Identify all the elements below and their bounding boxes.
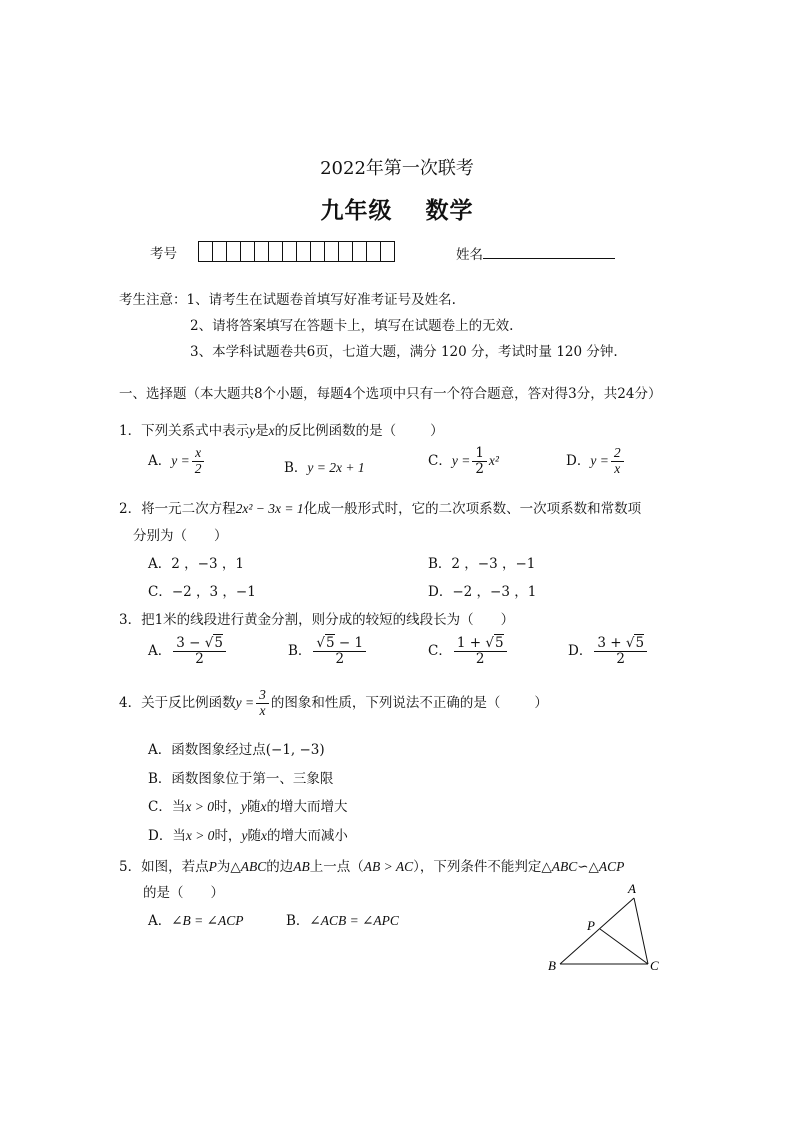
fraction [594, 636, 647, 667]
q1-text: 的反比例函数的是（ [274, 423, 397, 439]
math: y = [235, 694, 255, 710]
notice-line-1 [119, 288, 456, 308]
fraction [472, 446, 487, 477]
fraction-numerator [454, 636, 507, 652]
fraction-denominator: x [259, 702, 266, 718]
q3-option-d[interactable] [568, 636, 649, 667]
q5-text: 上一点（ [309, 859, 364, 875]
math: x > 0 [185, 799, 214, 814]
fraction-denominator: 2 [475, 460, 484, 477]
fraction-numerator [173, 636, 226, 652]
q5-text: 的边 [266, 859, 294, 875]
radicand: 5 [635, 635, 645, 651]
math: AB > AC [363, 859, 414, 874]
option-text: D．当 [148, 828, 186, 844]
radicand: 5 [214, 635, 223, 651]
option-text: C．当 [148, 799, 186, 815]
name-blank-line[interactable] [483, 244, 615, 259]
q4-option-c[interactable] [148, 795, 347, 815]
question-2-stem-cont: 分别为（ ） [133, 528, 228, 544]
math: x² [488, 452, 499, 468]
q1-var-x: x [268, 423, 275, 438]
q4-text: 4．关于反比例函数 [119, 694, 236, 711]
fraction [192, 446, 205, 477]
sqrt-sign: √ [316, 635, 326, 651]
math: y = [590, 452, 609, 468]
q4-text: ） [534, 694, 548, 711]
option-text: 时， [213, 799, 241, 815]
question-3-stem: 3．把1米的线段进行黄金分割，则分成的较短的线段长为（ ） [119, 612, 515, 628]
q4-option-a[interactable] [148, 738, 325, 758]
fraction [256, 688, 269, 719]
question-2-stem [119, 497, 641, 517]
q3-option-b[interactable] [288, 636, 368, 667]
exam-number-boxes[interactable] [198, 241, 395, 262]
radicand: 5 [494, 635, 504, 651]
label-b: B [548, 958, 556, 973]
fraction-denominator: 2 [194, 460, 202, 476]
math: AB [293, 859, 310, 874]
q2-option-a[interactable]: A．2 ，−3 ，1 [148, 556, 244, 572]
question-4-stem [119, 688, 548, 719]
math: x > 0 [185, 828, 215, 843]
fraction-numerator: 1 [472, 446, 487, 462]
fraction-numerator: x [192, 446, 204, 462]
fraction-numerator [313, 636, 366, 652]
fraction-denominator: 2 [475, 650, 485, 667]
option-label: D． [566, 452, 591, 469]
fraction-numerator: 3 [256, 688, 269, 704]
q4-option-d[interactable] [148, 824, 348, 844]
notice-item: 1、请考生在试题卷首填写好准考证号及姓名. [186, 292, 456, 308]
q5-option-a[interactable] [148, 909, 243, 929]
exam-subtitle: 九年级 数学 [320, 197, 474, 224]
math: 3 − [176, 635, 201, 651]
q2-option-b[interactable]: B．2 ，−3 ，−1 [428, 556, 536, 572]
q4-text: 的图象和性质，下列说法不正确的是（ [270, 694, 501, 711]
q1-text: 1．下列关系式中表示 [119, 423, 250, 439]
option-label: C． [428, 642, 452, 659]
fraction-denominator: 2 [335, 650, 345, 667]
math: ABC [240, 859, 267, 874]
math: (−1, −3) [265, 742, 325, 758]
math: x [260, 799, 267, 814]
math: y [241, 828, 248, 843]
math: y = [171, 452, 190, 468]
fraction-denominator: 2 [616, 650, 625, 667]
option-text: A．函数图象经过点 [148, 742, 266, 758]
q5-text: 为△ [216, 859, 241, 875]
sqrt-sign: √ [625, 635, 635, 651]
fraction [454, 636, 507, 667]
option-label: B． [284, 460, 308, 476]
option-text: 随 [246, 799, 261, 815]
q3-option-c[interactable] [428, 636, 509, 667]
q1-option-b[interactable] [284, 456, 365, 476]
math: y = [451, 452, 471, 468]
sqrt-sign: √ [204, 635, 214, 651]
q5-text: 5．如图，若点 [119, 859, 209, 875]
option-label: B． [288, 642, 312, 659]
math: − 1 [338, 635, 364, 651]
q3-option-a[interactable] [148, 636, 228, 667]
option-label: A． [148, 452, 172, 469]
math: 3 + [597, 635, 622, 651]
fraction [313, 636, 366, 667]
section-heading: 一、选择题（本大题共8个小题，每题4个选项中只有一个符合题意，答对得3分，共24分） [119, 386, 662, 402]
segment-pc [600, 929, 648, 964]
notice-item: 2、请将答案填写在答题卡上，填写在试题卷上的无效. [190, 318, 514, 334]
fraction-denominator: x [614, 460, 621, 476]
option-label: D． [568, 642, 593, 659]
radicand: 5 [326, 635, 335, 651]
option-text: 时， [214, 828, 242, 844]
label-p: P [587, 918, 595, 933]
question-5-stem-cont: 的是（ ） [143, 885, 224, 901]
q1-option-c[interactable] [428, 446, 499, 477]
math: x [260, 828, 267, 843]
q1-option-d[interactable] [566, 446, 626, 477]
option-label: A． [148, 913, 172, 929]
notice-label: 考生注意： [119, 292, 187, 308]
math: ABC∽△ACP [551, 859, 625, 874]
q5-text: ），下列条件不能判定△ [413, 859, 552, 875]
sqrt-sign: √ [485, 635, 494, 651]
option-text: 的增大而增大 [266, 799, 348, 815]
math: ∠ACB = ∠APC [309, 913, 399, 928]
q4-option-b[interactable]: B．函数图象位于第一、三象限 [148, 771, 334, 787]
option-label: A． [148, 642, 172, 659]
notice-item: 3、本学科试题卷共6页，七道大题，满分 120 分，考试时量 120 分钟. [190, 344, 618, 360]
q2-text: 化成一般形式时，它的二次项系数、一次项系数和常数项 [303, 501, 642, 517]
math: y [240, 799, 247, 814]
q1-text: 是 [255, 423, 269, 439]
exam-number-label: 考号 [150, 246, 177, 262]
fraction [611, 446, 624, 477]
q5-option-b[interactable] [286, 909, 399, 929]
label-a: A [628, 881, 636, 896]
fraction [173, 636, 226, 667]
name-field[interactable] [456, 243, 615, 263]
question-1-stem [119, 419, 444, 439]
q1-text: ） [430, 423, 444, 439]
triangle-figure [540, 878, 670, 978]
q1-var-y: y [249, 423, 256, 438]
q2-option-c[interactable]: C．−2 ，3 ，−1 [148, 584, 256, 600]
math: ∠B = ∠ACP [171, 913, 244, 928]
segment-ac [634, 898, 648, 964]
option-label: C． [428, 452, 452, 469]
option-label: B． [286, 913, 310, 929]
q2-equation: 2x² − 3x = 1 [235, 501, 304, 516]
segment-ba [560, 898, 634, 964]
name-label: 姓名 [456, 247, 483, 263]
label-c: C [650, 958, 659, 973]
math: y = 2x + 1 [307, 460, 365, 475]
exam-title: 2022年第一次联考 [320, 158, 474, 179]
question-5-stem [119, 855, 624, 875]
option-text: 的增大而减小 [266, 828, 348, 844]
q1-option-a[interactable] [148, 446, 206, 477]
math: P [208, 859, 217, 874]
fraction-denominator: 2 [195, 650, 204, 667]
q2-option-d[interactable]: D．−2 ，−3 ，1 [428, 584, 537, 600]
fraction-numerator: 2 [611, 446, 624, 462]
fraction-numerator [594, 636, 647, 652]
math: 1 + [456, 635, 482, 651]
option-text: 随 [247, 828, 261, 844]
q2-text: 2．将一元二次方程 [119, 501, 236, 517]
